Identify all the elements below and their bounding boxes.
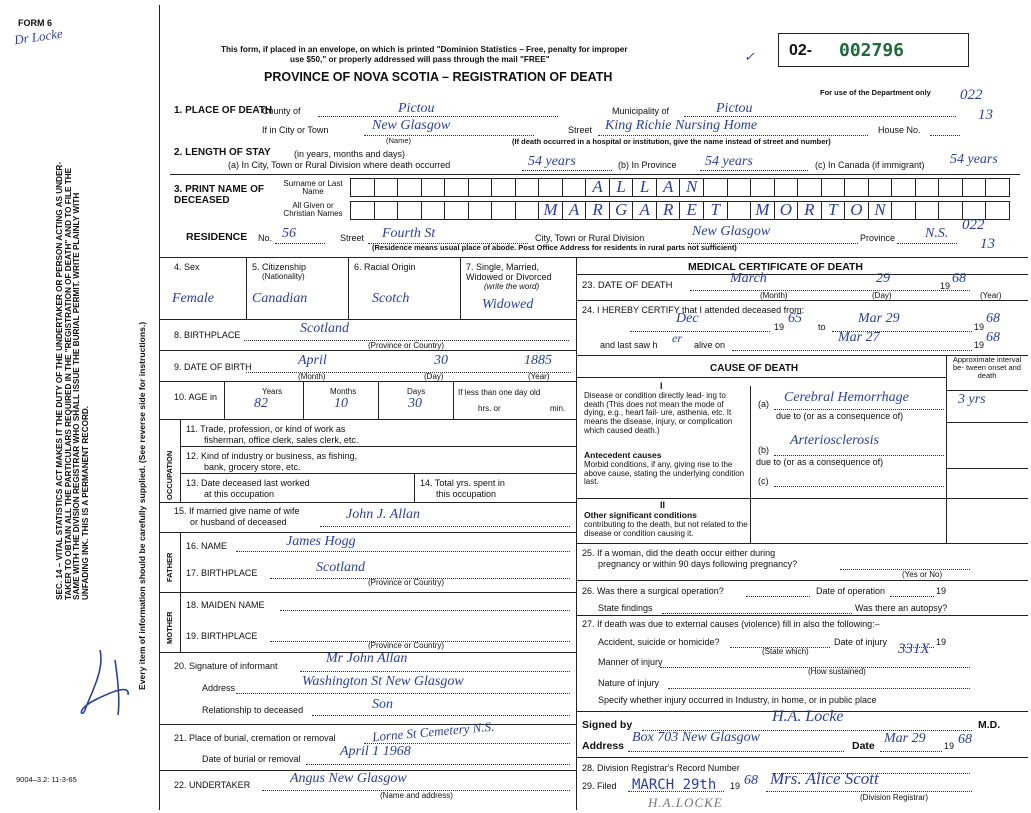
spouse-name: John J. Allan (346, 507, 421, 522)
q14-label-2: this occupation (436, 489, 497, 499)
occupation-vertical-label: OCCUPATION (165, 450, 174, 500)
registrar-signature: Mrs. Alice Scott (770, 769, 879, 788)
father-birthplace-note: (Province or Country) (368, 578, 445, 587)
relationship-label: Relationship to deceased (202, 705, 304, 715)
county-value: Pictou (398, 101, 435, 116)
marital-status-label: 7. Single, Married, Widowed or Divorced (466, 262, 552, 282)
margin-divider (159, 5, 160, 810)
other-conditions-text: contributing to the death, but not related to the disease or condition causing it. (584, 520, 748, 538)
last-saw-pronoun: er (672, 331, 682, 345)
cause-b-marker: (b) (758, 445, 769, 455)
direct-cause-label: Disease or condition directly lead- ing to death (This does not mean the mode of dying, e.g., heart fail- ure, asthenia, etc. It means the disease, injury, or complication which caused death.) (584, 391, 733, 435)
citizenship-note: (Nationality) (262, 272, 305, 281)
death-month-note: (Month) (760, 291, 788, 300)
signed-date-label: Date (852, 740, 875, 752)
margin-instruction-text: Every item of information should be carefully supplied. (See reverse side for instructions.) (137, 321, 147, 690)
md-label: M.D. (978, 719, 1001, 731)
birthplace-value: Scotland (300, 321, 349, 336)
q11-label-2: fisherman, office clerk, sales clerk, etc. (204, 435, 359, 445)
alive-year: 68 (986, 330, 1000, 345)
cause-b-value: Arteriosclerosis (790, 433, 879, 448)
municipality-label: Municipality of (612, 106, 670, 116)
dob-year: 1885 (524, 353, 552, 368)
accident-label: Accident, suicide or homicide? (598, 637, 720, 647)
industry-label: Specify whether injury occurred in Industry, in home, or in public place (598, 695, 877, 705)
q25-label-2: pregnancy or within 90 days following pregnancy? (598, 559, 798, 569)
stay-c-label: (c) In Canada (if immigrant) (815, 160, 925, 170)
surname-letter-grid: A L L A N (350, 178, 1010, 197)
state-findings-label: State findings (598, 603, 653, 613)
doctor-address: Box 703 New Glasgow (632, 730, 760, 745)
residence-no-label: No. (258, 233, 273, 243)
house-label: House No. (878, 125, 921, 135)
burial-place: Lorne St Cemetery N.S. (371, 718, 495, 745)
death-day: 29 (876, 271, 890, 286)
length-of-stay-units: (in years, months and days) (294, 149, 406, 159)
death-year-note: (Year) (980, 291, 1002, 300)
q11-label: 11. Trade, profession, or kind of work as (186, 424, 346, 434)
registration-prefix: 02- (789, 42, 813, 59)
q28-label: 28. Division Registrar's Record Number (582, 763, 740, 773)
age-days-label: Days (407, 387, 426, 396)
length-of-stay-label: 2. LENGTH OF STAY (174, 147, 271, 158)
surname-label: Surname or Last Name (283, 179, 343, 197)
medical-certificate-header: MEDICAL CERTIFICATE OF DEATH (688, 261, 863, 273)
place-of-death-label: 1. PLACE OF DEATH (174, 105, 273, 116)
dob-month: April (298, 353, 327, 368)
q18-label: 18. MAIDEN NAME (186, 600, 265, 610)
street-value: King Richie Nursing Home (605, 118, 758, 133)
attended-to-year-prefix: 19 (974, 322, 985, 332)
antecedent-text: Morbid conditions, if any, giving rise to the above cause, stating the underlying condition last. (584, 460, 745, 487)
nature-label: Nature of injury (598, 678, 660, 688)
attended-from-year: 65 (788, 311, 802, 326)
due-to-label-2: due to (or as a consequence of) (756, 457, 884, 467)
q14-label: 14. Total yrs. spent in (420, 478, 505, 488)
residence-province-label: Province (860, 233, 896, 243)
signed-by-label: Signed by (582, 719, 633, 731)
autopsy-label: Was there an autopsy? (855, 603, 948, 613)
residence-note: (Residence means usual place of abode. Post Office Address for residents in rural parts not sufficient) (372, 243, 737, 252)
alive-on-label: alive on (694, 340, 726, 350)
handwritten-corner-note: Dr Locke (13, 25, 64, 48)
death-day-note: (Day) (872, 291, 892, 300)
racial-origin-label: 6. Racial Origin (354, 262, 416, 272)
q29-label: 29. Filed (582, 781, 617, 791)
age-months-label: Months (330, 387, 357, 396)
q20-label: 20. Signature of informant (174, 661, 278, 671)
death-year-prefix: 19 (940, 281, 951, 291)
alive-on-date: Mar 27 (838, 330, 880, 345)
stamped-name: H.A.LOCKE (648, 795, 723, 810)
last-saw-label: and last saw h (600, 340, 658, 350)
father-name: James Hogg (286, 534, 356, 549)
attended-to-year: 68 (986, 311, 1000, 326)
signed-date: Mar 29 (884, 731, 926, 746)
relationship-value: Son (372, 697, 393, 712)
other-conditions-label: Other significant conditions (584, 510, 697, 520)
stay-a-label: (a) In City, Town or Rural Division where death occurred (228, 160, 451, 170)
print-name-label: 3. PRINT NAME OF DECEASED (174, 184, 265, 206)
given-names-label: All Given or Christian Names (283, 201, 343, 219)
birthplace-note: (Province or Country) (368, 341, 445, 350)
part-two-numeral: II (660, 500, 666, 510)
city-value: New Glasgow (372, 118, 451, 133)
manner-label: Manner of injury (598, 657, 663, 667)
operation-year-prefix: 19 (936, 586, 947, 596)
q19-label: 19. BIRTHPLACE (186, 631, 258, 641)
death-year: 68 (952, 271, 966, 286)
alive-year-prefix: 19 (974, 340, 985, 350)
q24-label: 24. I HEREBY CERTIFY that I attended deceased from: (582, 305, 805, 315)
yes-no-note: (Yes or No) (902, 570, 943, 579)
city-name-note: (Name) (386, 136, 412, 145)
marital-status-value: Widowed (482, 297, 534, 312)
mother-vertical-label: MOTHER (165, 611, 174, 644)
informant-signature: Mr John Allan (326, 651, 408, 666)
residence-city-label: City, Town or Rural Division (535, 233, 645, 243)
top-notice-line-2: use $50," or properly addressed will pass through the mail "FREE" (290, 55, 550, 64)
department-use-note: For use of the Department only (820, 88, 931, 97)
filed-date: MARCH 29th (632, 777, 717, 793)
q16-label: 16. NAME (186, 541, 228, 551)
sex-label: 4. Sex (174, 262, 200, 272)
signed-by-signature: H.A. Locke (772, 708, 844, 725)
q15-label-2: or husband of deceased (190, 517, 287, 527)
attended-from-year-prefix: 19 (774, 322, 785, 332)
registration-number: 002796 (839, 40, 905, 61)
dob-day: 30 (434, 353, 448, 368)
attended-to-label: to (818, 322, 826, 332)
check-mark: ✓ (744, 49, 755, 64)
form-code: 9004–3.2: 11-3-65 (16, 775, 77, 784)
filed-year-prefix: 19 (730, 781, 741, 791)
date-of-birth-label: 9. DATE OF BIRTH (174, 362, 252, 372)
column-divider (576, 257, 577, 810)
informant-address-label: Address (202, 683, 236, 693)
min-label: min. (550, 404, 566, 413)
injury-year-prefix: 19 (936, 637, 947, 647)
q13-label: 13. Date deceased last worked (186, 478, 310, 488)
given-names-letter-grid: M A R G A R E T M O R T O N (350, 201, 1010, 220)
citizenship-value: Canadian (252, 291, 308, 306)
q13-label-2: at this occupation (204, 489, 275, 499)
informant-address: Washington St New Glasgow (302, 674, 464, 689)
cause-c-marker: (c) (758, 476, 769, 486)
dob-day-note: (Day) (424, 372, 444, 381)
residence-province: N.S. (925, 226, 949, 241)
form-title: PROVINCE OF NOVA SCOTIA – REGISTRATION OF DEATH (264, 70, 613, 84)
age-months: 10 (334, 396, 348, 411)
margin-signature-scribble (60, 640, 160, 725)
age-years-label: Years (262, 387, 283, 396)
father-birthplace: Scotland (316, 560, 365, 575)
place-code-1: 022 (960, 87, 983, 103)
racial-origin-value: Scotch (372, 291, 410, 306)
q25-label: 25. If a woman, did the death occur either during (582, 548, 776, 558)
q12-label-2: bank, grocery store, etc. (204, 462, 301, 472)
sex-value: Female (172, 291, 214, 306)
q12-label: 12. Kind of industry or business, as fishing, (186, 451, 358, 461)
manner-code: 331X (898, 641, 930, 657)
stay-b-label: (b) In Province (618, 160, 677, 170)
father-vertical-label: FATHER (165, 552, 174, 582)
age-label: 10. AGE in (174, 392, 218, 402)
citizenship-label: 5. Citizenship (252, 262, 307, 272)
residence-label: RESIDENCE (186, 231, 248, 243)
cause-a-marker: (a) (758, 399, 769, 409)
residence-no: 56 (282, 226, 296, 241)
registrar-note: (Division Registrar) (860, 793, 929, 802)
street-label: Street (568, 125, 593, 135)
part-one-numeral: I (660, 381, 663, 391)
stay-a-value: 54 years (528, 154, 576, 169)
interval-a-value: 3 yrs (958, 392, 986, 407)
residence-code-2: 13 (980, 236, 995, 252)
burial-date-label: Date of burial or removal (202, 754, 301, 764)
undertaker-value: Angus New Glasgow (290, 771, 407, 786)
dob-year-note: (Year) (528, 372, 550, 381)
filed-year: 68 (744, 773, 758, 788)
attended-to-date: Mar 29 (858, 311, 900, 326)
injury-date-label: Date of injury (834, 637, 888, 647)
form-label: FORM 6 (18, 18, 53, 28)
q22-label: 22. UNDERTAKER (174, 780, 251, 790)
antecedent-label: Antecedent causes (584, 450, 662, 460)
death-month: March (730, 271, 767, 286)
burial-date: April 1 1968 (340, 744, 411, 759)
q17-label: 17. BIRTHPLACE (186, 568, 258, 578)
hospital-note: (If death occurred in a hospital or institution, give the name instead of street and number) (512, 137, 831, 146)
dob-month-note: (Month) (298, 372, 326, 381)
attended-from-month: Dec (676, 311, 699, 326)
cause-a-value: Cerebral Hemorrhage (784, 390, 909, 405)
marital-status-note: (write the word) (484, 282, 540, 291)
residence-street: Fourth St (382, 226, 436, 241)
q21-label: 21. Place of burial, cremation or removal (174, 733, 336, 743)
less-than-day-label: If less than one day old (458, 388, 541, 397)
q23-label: 23. DATE OF DEATH (582, 280, 673, 291)
q26-label: 26. Was there a surgical operation? (582, 586, 724, 596)
undertaker-note: (Name and address) (380, 791, 453, 800)
hrs-label: hrs. or (478, 404, 501, 413)
operation-date-label: Date of operation (816, 586, 886, 596)
age-years: 82 (254, 396, 268, 411)
signed-year: 68 (958, 732, 972, 747)
registration-number-box (778, 33, 969, 67)
mother-birthplace-note: (Province or Country) (368, 641, 445, 650)
due-to-label-1: due to (or as a consequence of) (776, 411, 904, 421)
interval-header: Approximate interval be- tween onset and death (952, 355, 1022, 380)
doctor-address-label: Address (582, 740, 625, 752)
q15-label: 15. If married give name of wife (174, 506, 300, 516)
residence-street-label: Street (340, 233, 365, 243)
birthplace-label: 8. BIRTHPLACE (174, 330, 241, 340)
q27-label: 27. If death was due to external causes (violence) fill in also the following:– (582, 619, 880, 629)
municipality-value: Pictou (716, 101, 753, 116)
place-code-2: 13 (978, 107, 993, 123)
cause-of-death-header: CAUSE OF DEATH (710, 363, 799, 374)
stay-c-value: 54 years (950, 152, 998, 167)
residence-city: New Glasgow (692, 224, 771, 239)
how-sustained-note: (How sustained) (808, 667, 866, 676)
residence-code-1: 022 (962, 217, 985, 233)
margin-statute-text: SEC. 14 – VITAL STATISTICS ACT MAKES IT THE DUTY OF THE UNDERTAKER OR PERSON ACTING AS UNDER- TAKER TO OBTAIN ALL THE PARTICULARS REQUIRED IN THE "REGISTRATION OF DEATH" AND TO FILE THE SAME WITH THE DIVISION REGISTRAR WHO SHALL ISSUE THE BURIAL PERMIT. WRITE PLAINLY WITH UNFADING INK. THIS IS A PERMANENT RECORD. (55, 161, 90, 600)
county-label: County of (262, 106, 301, 116)
state-which-note: (State which) (762, 647, 809, 656)
age-days: 30 (408, 396, 422, 411)
stay-b-value: 54 years (705, 154, 753, 169)
signed-year-prefix: 19 (944, 741, 955, 751)
top-notice-line-1: This form, if placed in an envelope, on which is printed "Dominion Statistics – Free, penalty for improper (221, 45, 628, 54)
city-label: If in City or Town (262, 125, 329, 135)
